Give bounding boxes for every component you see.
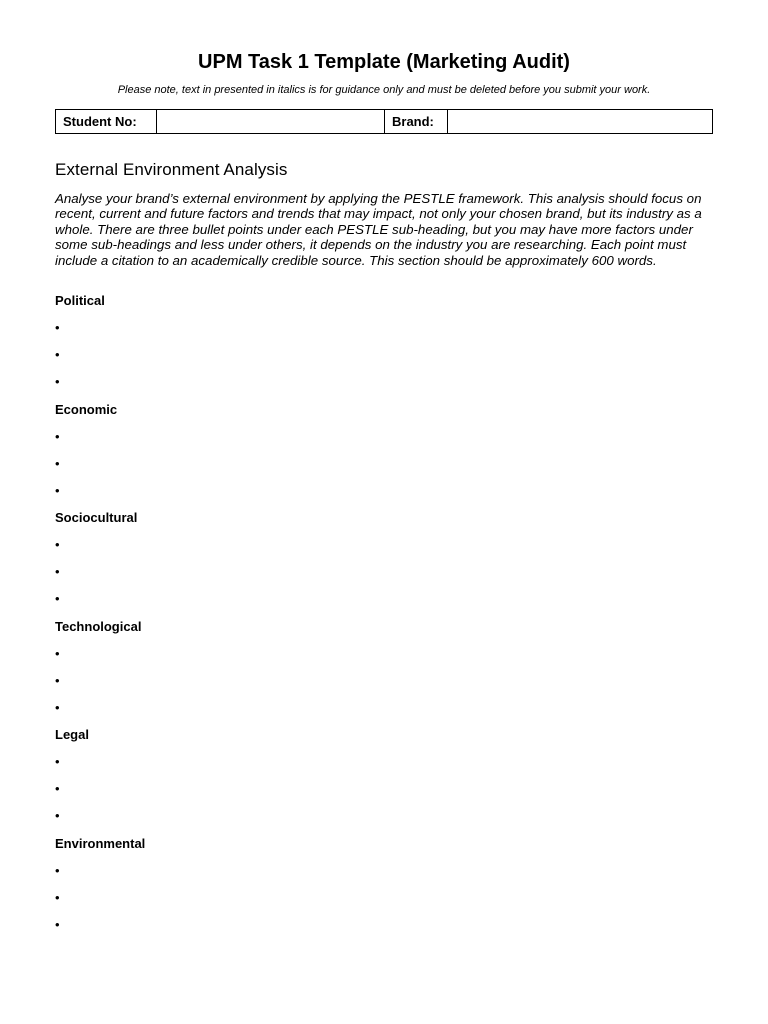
- document-title: UPM Task 1 Template (Marketing Audit): [198, 51, 570, 73]
- pestle-heading: Technological: [55, 618, 142, 634]
- bullet-point[interactable]: •: [55, 564, 60, 580]
- pestle-heading: Economic: [55, 401, 118, 417]
- bullet-point[interactable]: •: [55, 699, 60, 715]
- pestle-heading: Political: [55, 293, 105, 308]
- bullet-point[interactable]: •: [55, 591, 60, 607]
- bullet-point[interactable]: •: [55, 754, 60, 770]
- pestle-section-economic: [55, 401, 710, 498]
- student-info-table: [55, 109, 713, 134]
- bullet-point[interactable]: •: [55, 455, 60, 471]
- bullet-point[interactable]: •: [55, 781, 60, 797]
- bullet-point[interactable]: •: [55, 917, 60, 932]
- pestle-section-technological: [55, 618, 710, 715]
- section-title: External Environment Analysis: [55, 160, 288, 179]
- bullet-point[interactable]: •: [55, 347, 60, 362]
- student-no-label: Student No:: [56, 110, 157, 134]
- pestle-section-legal: [55, 727, 710, 824]
- pestle-section-environmental: [55, 836, 710, 932]
- bullet-point[interactable]: •: [55, 320, 60, 335]
- bullet-point[interactable]: •: [55, 428, 60, 444]
- pestle-section-political: [55, 293, 710, 389]
- bullet-point[interactable]: •: [55, 537, 60, 553]
- bullet-point[interactable]: •: [55, 482, 60, 498]
- bullet-point[interactable]: •: [55, 808, 60, 824]
- pestle-heading: Sociocultural: [55, 510, 138, 526]
- brand-label: Brand:: [385, 110, 448, 134]
- bullet-point[interactable]: •: [55, 645, 60, 661]
- section-intro: Analyse your brand’s external environment by applying the PESTLE framework. This analysis should focus on recent, current and future factors and trends that may impact, not only your chosen brand, but its industry as a whole. There are three bullet points under each PESTLE sub-heading, but you may have more factors under some sub-headings and less under others, it depends on the industry you are researching. Each point must include a citation to an academically credible source. This section should be approximately 600 words.: [55, 191, 702, 268]
- pestle-section-sociocultural: [55, 510, 710, 607]
- guidance-note: Please note, text in presented in italics is for guidance only and must be deleted before you submit your work.: [117, 84, 651, 96]
- pestle-heading: Environmental: [55, 836, 146, 851]
- bullet-point[interactable]: •: [55, 374, 60, 389]
- brand-field[interactable]: [448, 110, 713, 134]
- pestle-heading: Legal: [55, 727, 89, 743]
- bullet-point[interactable]: •: [55, 890, 60, 905]
- student-no-field[interactable]: [157, 110, 385, 134]
- bullet-point[interactable]: •: [55, 863, 60, 878]
- bullet-point[interactable]: •: [55, 672, 60, 688]
